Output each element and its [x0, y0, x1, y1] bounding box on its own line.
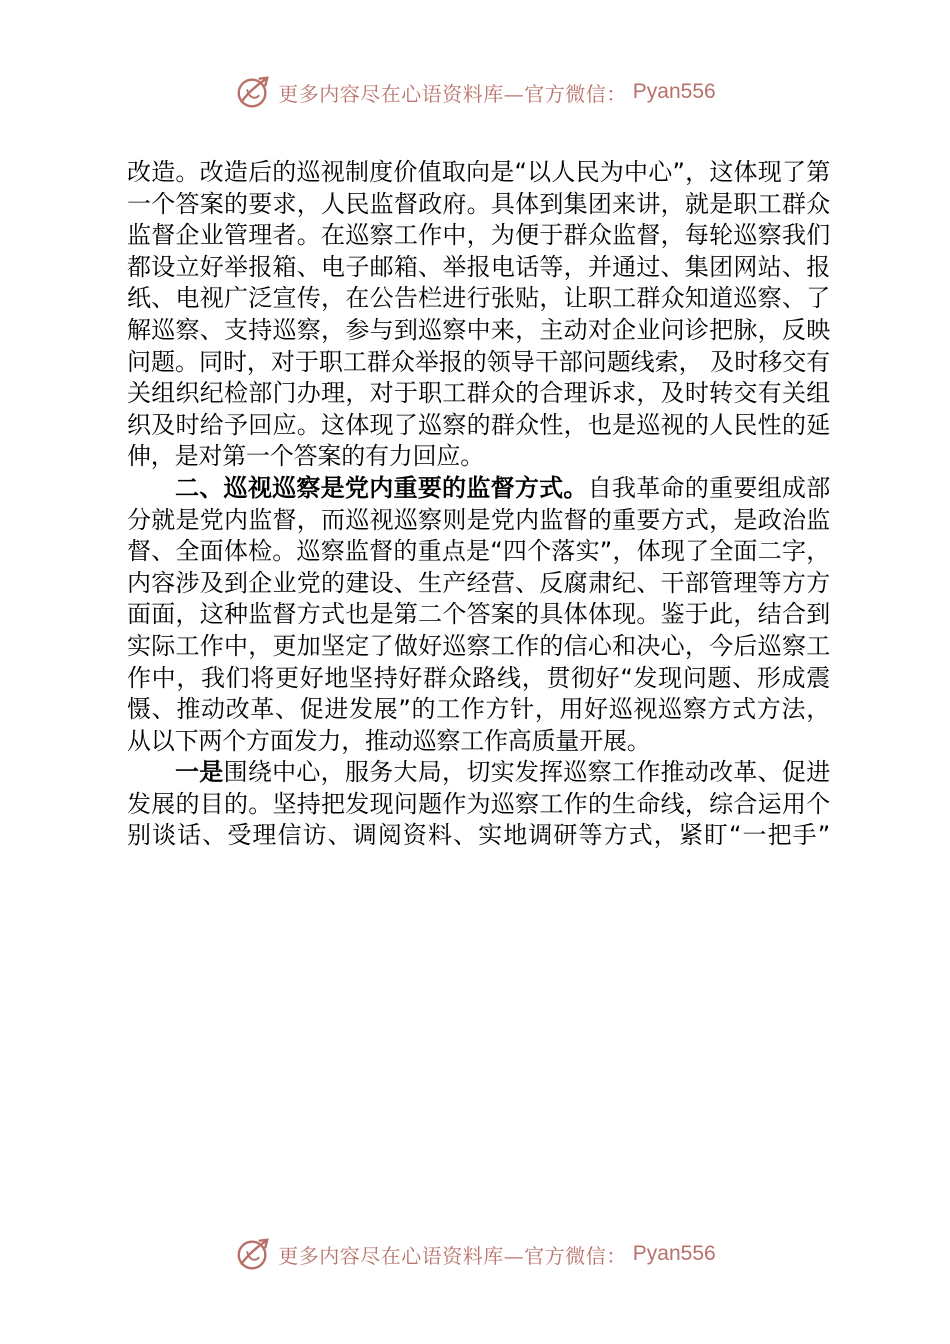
text-line: 解巡察、支持巡察，参与到巡察中来，主动对企业问诊把脉，反映: [127, 315, 830, 344]
paragraph-2: [127, 473, 830, 757]
text-line: 伸，是对第一个答案的有力回应。: [127, 442, 484, 471]
text-line: 监督企业管理者。在巡察工作中，为便于群众监督，每轮巡察我们: [127, 221, 830, 250]
watermark-wechat-id: Pyan556: [632, 80, 716, 103]
text-line: 督、全面体检。巡察监督的重点是“四个落实”，体现了全面二字，: [127, 537, 830, 566]
watermark-logo-icon: [234, 1235, 272, 1273]
paragraph-2-first-line: [127, 473, 830, 505]
watermark-logo-icon: [234, 73, 272, 111]
paragraph-3-first-line: [127, 757, 830, 789]
text-line: 分就是党内监督，而巡视巡察则是党内监督的重要方式，是政治监: [127, 505, 830, 534]
text-line: 慑、推动改革、促进发展”的工作方针，用好巡视巡察方式方法，: [127, 695, 830, 724]
text-line: 实际工作中，更加坚定了做好巡察工作的信心和决心，今后巡察工: [127, 631, 830, 660]
text-line: 面面，这种监督方式也是第二个答案的具体体现。鉴于此，结合到: [127, 600, 830, 629]
text-line: 都设立好举报箱、电子邮箱、举报电话等，并通过、集团网站、报: [127, 252, 830, 281]
text-line: 关组织纪检部门办理，对于职工群众的合理诉求，及时转交有关组: [127, 379, 830, 408]
header-watermark: [0, 72, 950, 112]
text-line: 作中，我们将更好地坚持好群众路线，贯彻好“发现问题、形成震: [127, 663, 830, 692]
footer-watermark: [0, 1234, 950, 1274]
text-line: 发展的目的。坚持把发现问题作为巡察工作的生命线，综合运用个: [127, 789, 830, 818]
watermark-text: 更多内容尽在心语资料库—官方微信：: [278, 1243, 627, 1268]
watermark-text: 更多内容尽在心语资料库—官方微信：: [278, 81, 627, 106]
text-line: 别谈话、受理信访、调阅资料、实地调研等方式，紧盯“一把手”: [127, 821, 830, 850]
text-line: 织及时给予回应。这体现了巡察的群众性，也是巡视的人民性的延: [127, 410, 830, 439]
document-body: [127, 157, 830, 852]
point-heading: 一是: [175, 758, 224, 787]
section-heading: 二、巡视巡察是党内重要的监督方式。: [175, 473, 588, 502]
text-line: 一个答案的要求，人民监督政府。具体到集团来讲，就是职工群众: [127, 189, 830, 218]
text-line: 改造。改造后的巡视制度价值取向是“以人民为中心”，这体现了第: [127, 158, 830, 186]
text-line: 从以下两个方面发力，推动巡察工作高质量开展。: [127, 726, 651, 755]
text-line: 内容涉及到企业党的建设、生产经营、反腐肃纪、干部管理等方方: [127, 568, 830, 597]
watermark-wechat-id: Pyan556: [632, 1242, 716, 1265]
text-line: 纸、电视广泛宣传，在公告栏进行张贴，让职工群众知道巡察、了: [127, 284, 830, 313]
paragraph-3: [127, 757, 830, 852]
paragraph-1: [127, 157, 830, 473]
text-run: 自我革命的重要组成部: [587, 473, 830, 502]
text-run: 围绕中心，服务大局，切实发挥巡察工作推动改革、促进: [223, 758, 830, 787]
text-line: 问题。同时，对于职工群众举报的领导干部问题线索， 及时移交有: [127, 347, 830, 376]
